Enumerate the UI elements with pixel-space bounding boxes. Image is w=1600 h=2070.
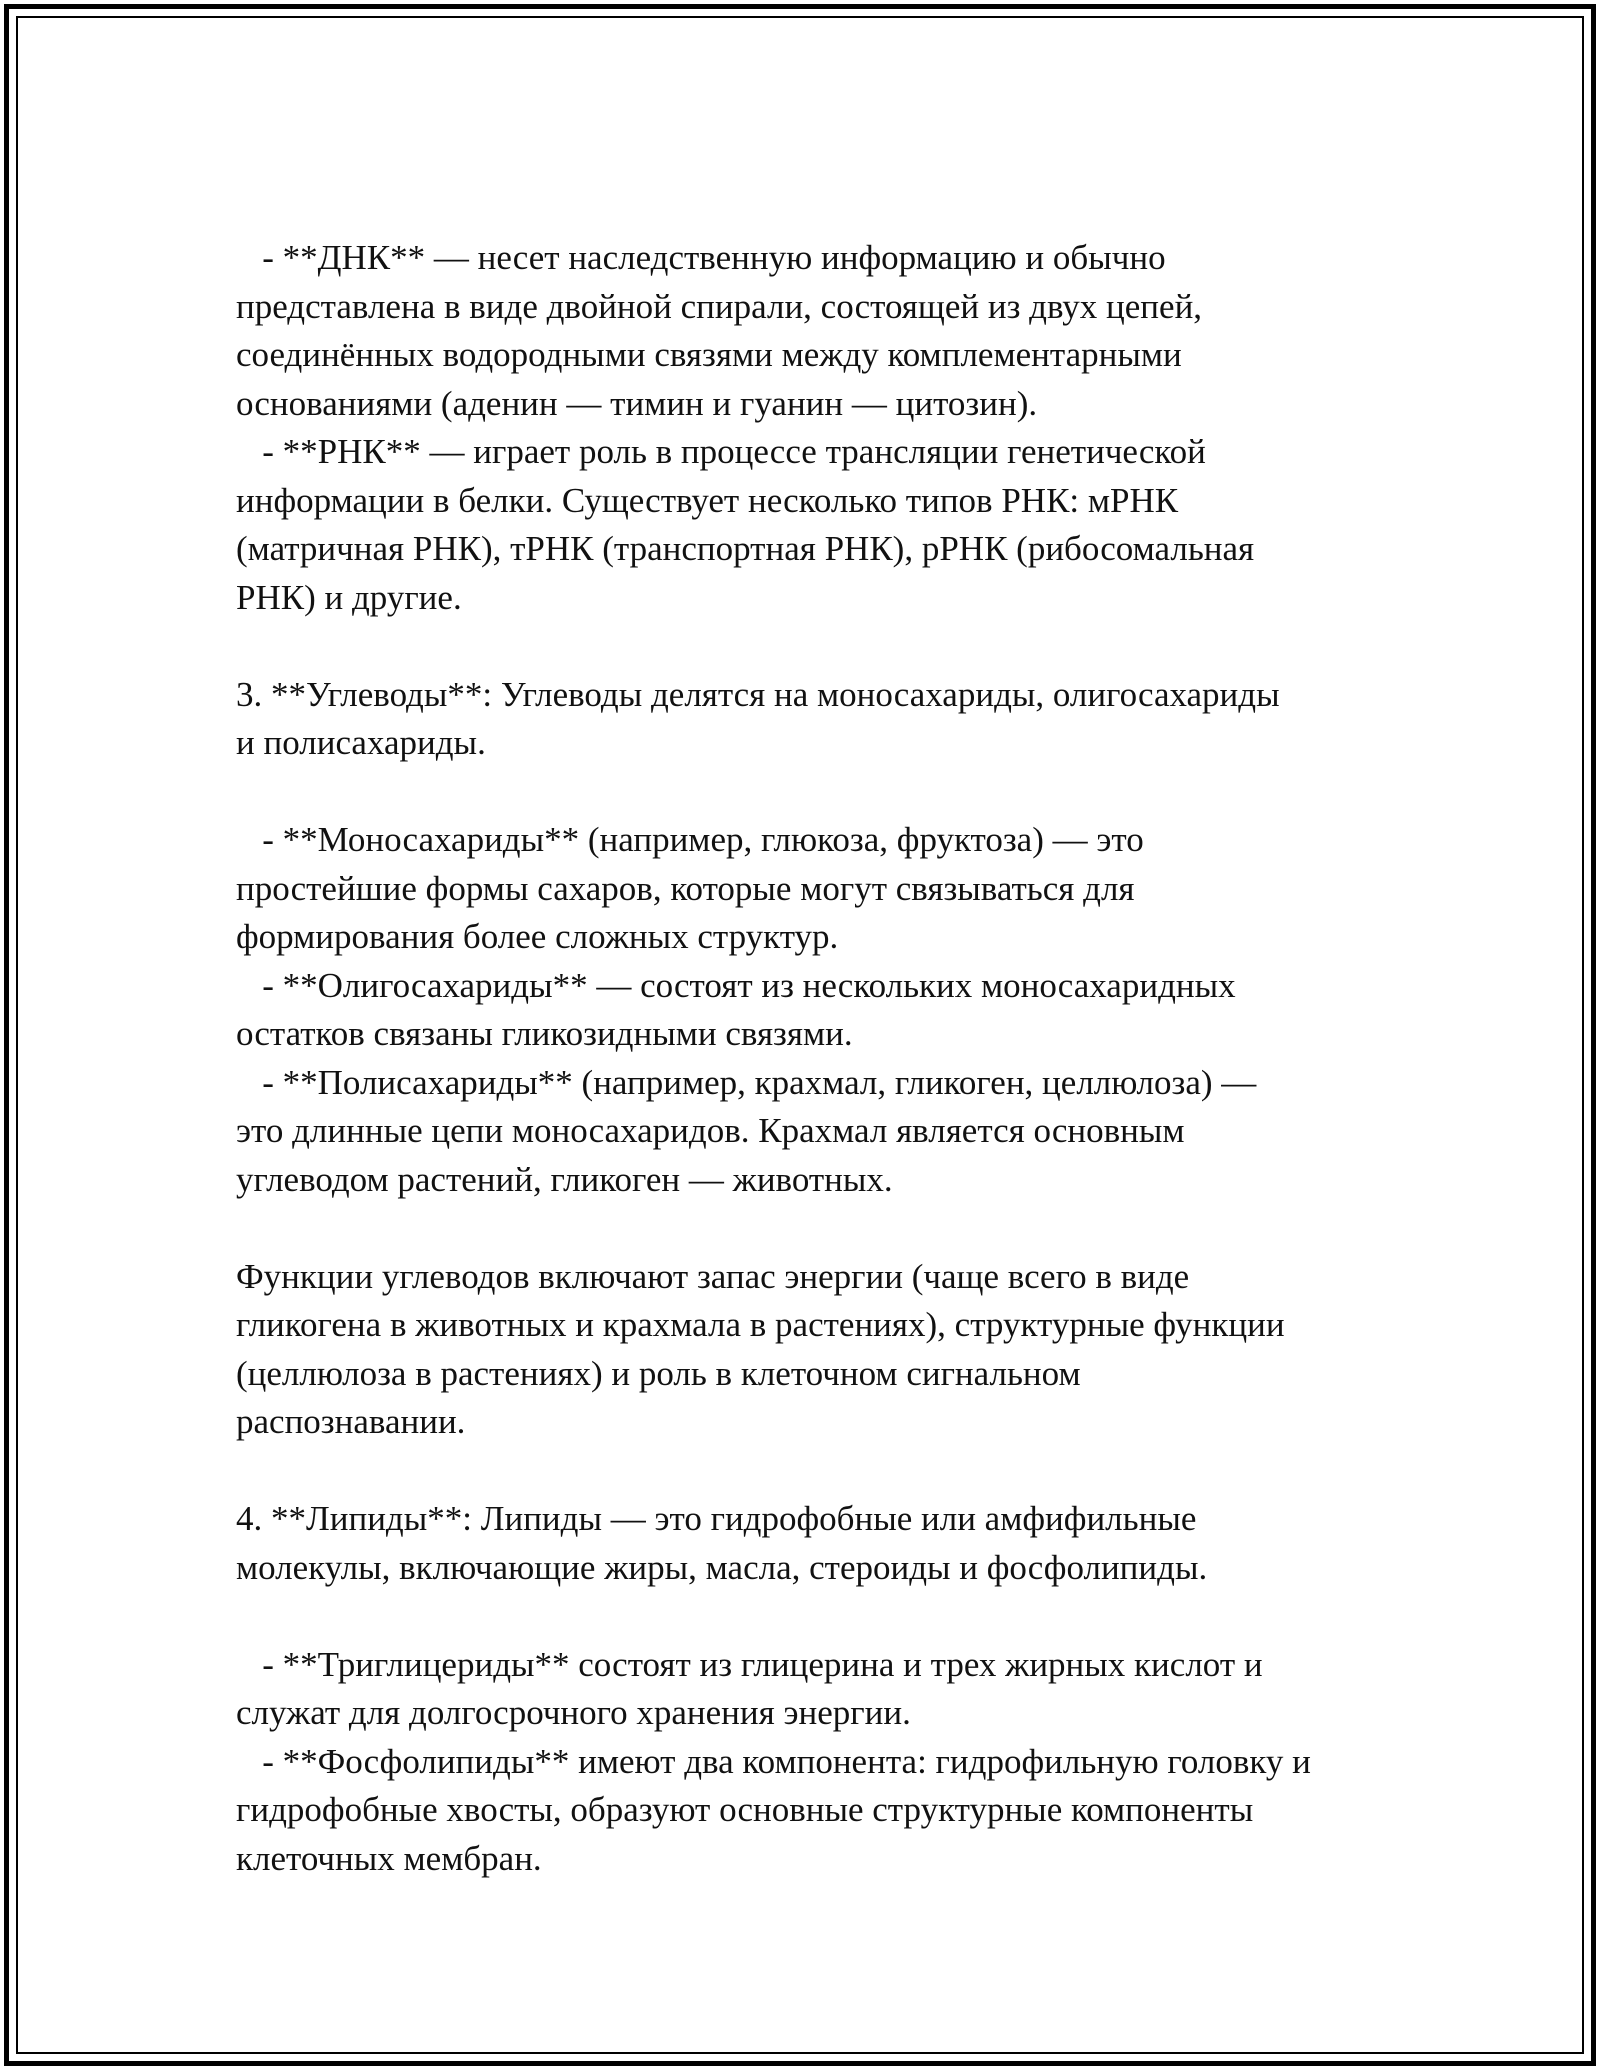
paragraph-gap [236, 768, 1386, 817]
paragraph-gap [236, 1447, 1386, 1496]
paragraph-lipids: 4. **Липиды**: Липиды — это гидрофобные или амфифильные молекулы, включающие жиры, масла, стероиды и фосфолипиды. [236, 1499, 1208, 1587]
paragraph-gap [236, 1592, 1386, 1641]
paragraph-oligosaccharides: - **Олигосахариды** — состоят из нескольких моносахаридных остатков связаны гликозидными связями. [236, 965, 1236, 1053]
paragraph-monosaccharides: - **Моносахариды** (например, глюкоза, фруктоза) — это простейшие формы сахаров, которые могут связываться для формирования более сложных структур. [236, 820, 1144, 956]
paragraph-triglycerides: - **Триглицериды** состоят из глицерина и трех жирных кислот и служат для долгосрочного хранения энергии. [236, 1644, 1263, 1732]
paragraph-gap [236, 622, 1386, 671]
paragraph-carbohydrate-functions: Функции углеводов включают запас энергии (чаще всего в виде гликогена в животных и крахмала в растениях), структурные функции (целлюлоза в растениях) и роль в клеточном сигнальном распознавании. [236, 1256, 1285, 1441]
paragraph-dna: - **ДНК** — несет наследственную информацию и обычно представлена в виде двойной спирали, состоящей из двух цепей, соединённых водородными связями между комплементарными основаниями (аденин — тимин и гуанин — цитозин). [236, 238, 1203, 423]
paragraph-gap [236, 1204, 1386, 1253]
document-body [236, 234, 1386, 1883]
paragraph-phospholipids: - **Фосфолипиды** имеют два компонента: гидрофильную головку и гидрофобные хвосты, образуют основные структурные компоненты клеточных мембран. [236, 1741, 1311, 1878]
paragraph-carbohydrates: 3. **Углеводы**: Углеводы делятся на моносахариды, олигосахариды и полисахариды. [236, 674, 1280, 762]
paragraph-rna: - **РНК** — играет роль в процессе трансляции генетической информации в белки. Существует несколько типов РНК: мРНК (матричная РНК), тРНК (транспортная РНК), рРНК (рибосомальная РНК) и другие. [236, 432, 1255, 617]
paragraph-polysaccharides: - **Полисахариды** (например, крахмал, гликоген, целлюлоза) — это длинные цепи моносахаридов. Крахмал является основным углеводом растений, гликоген — животных. [236, 1062, 1257, 1199]
